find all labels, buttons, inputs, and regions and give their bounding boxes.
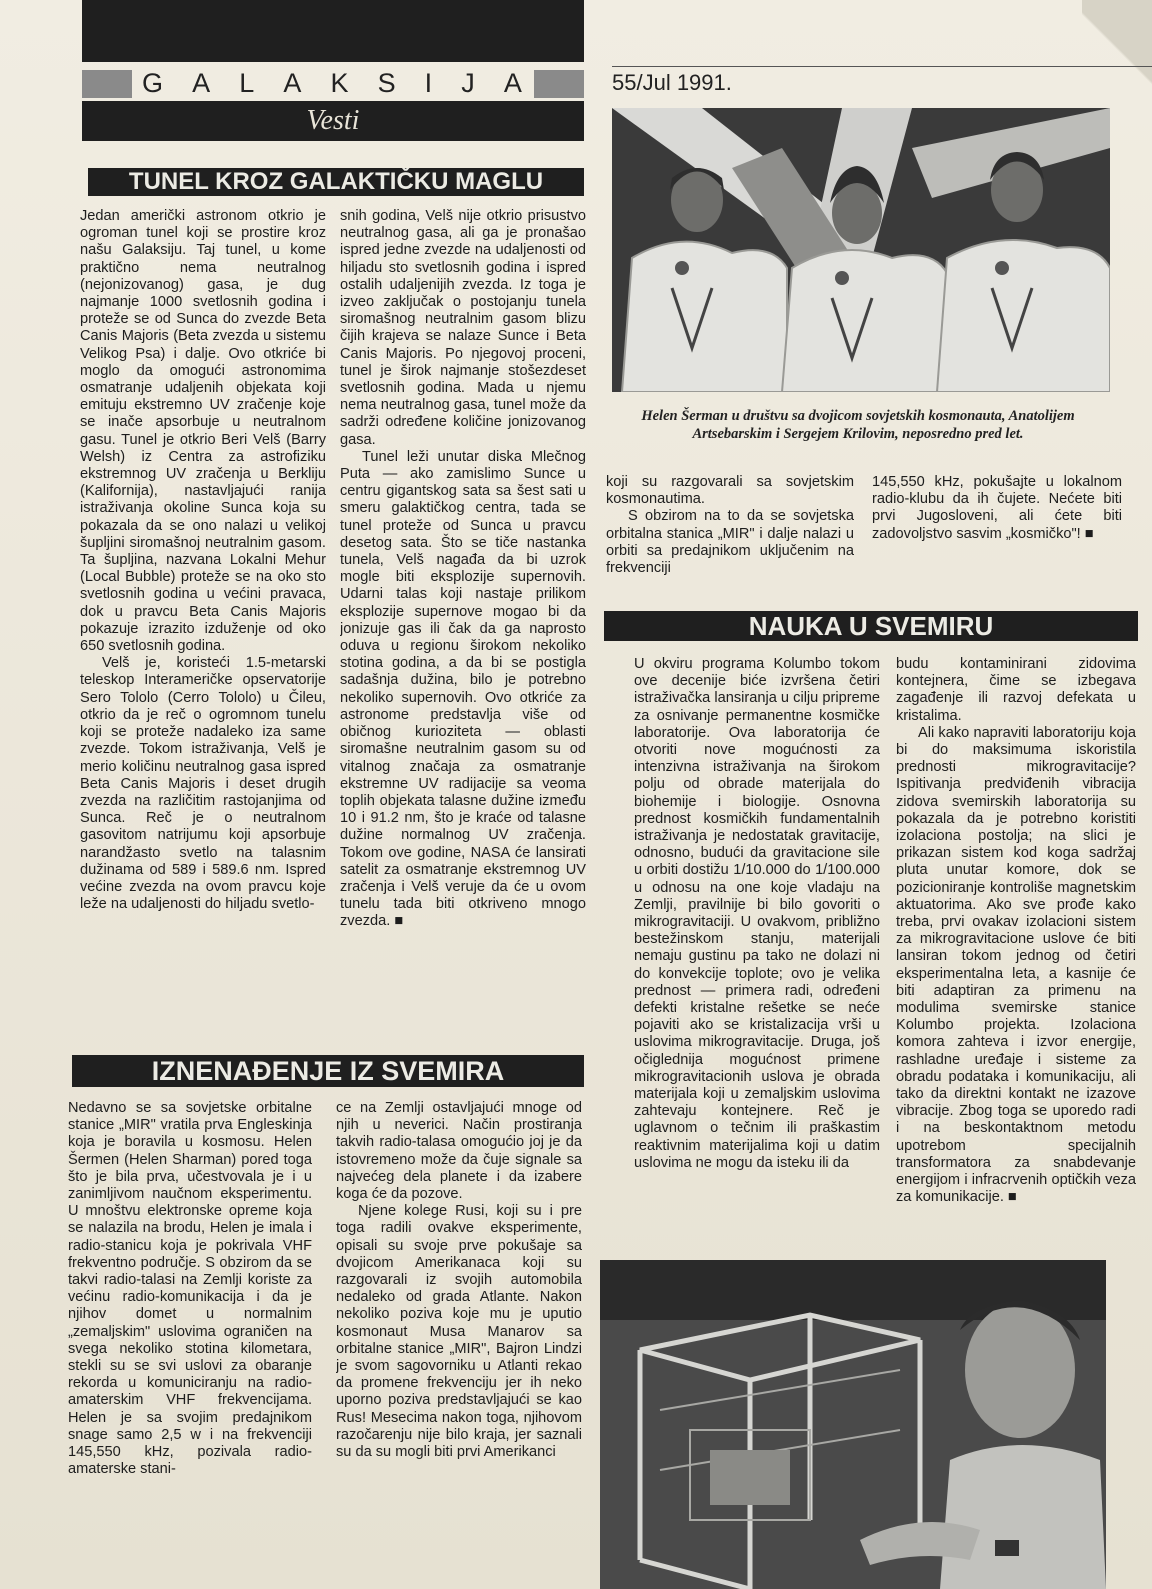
mast-letter: J — [461, 67, 477, 98]
paragraph: Njene kolege Rusi, koji su i pre toga radili ovakve eksperimente, opisali su svoje prve pokušaje sa dvojicom Amerikanaca koji su razgovarali iz svojih automobila nedaleko od grada Atlante. Nakon nekoliko poziva koje mu je uputio kosmonaut Musa Manarov sa orbitalne stanice „MIR", Bajron Lindzi je svom sagovorniku u Atlanti rekao da promene frekvenciju jer ih neko uporno poziva predstavljajući se kao Rus! Mesecima nakon toga, njihovom razočarenju nije bilo kraja, jer saznali su da su mogli biti prvi Amerikanci — [336, 1203, 582, 1461]
paragraph: koji su razgovarali sa sovjetskim kosmonautima. — [606, 474, 854, 508]
article3-column-2 — [896, 656, 1136, 1256]
article2-column-4 — [872, 474, 1122, 582]
masthead-title — [142, 66, 524, 100]
headline-science: NAUKA U SVEMIRU — [604, 611, 1138, 641]
mast-letter: L — [239, 67, 257, 98]
cosmonauts-photo-illustration — [612, 108, 1110, 392]
paragraph: Tunel leži unutar diska Mlečnog Puta — ako zamislimo Sunce u centru gigantskog sata sa šest sati u smeru galaktičkog centra, tada se tunel proteže od Sunca u pravcu desetog sata. Što se tiče nastanka tunela, Velš nagađa da bi uzrok mogle biti eksplozije supernovih. Udarni talas koji nastaje prilikom eksplozije supernove mogao bi da jonizuje gas ili čak da ga naprosto oduva u regionu širokom nekoliko stotina godina, a da bi se postigla sadašnja dužina, bilo je potrebno nekoliko supernovih. Ovo otkriće za astronome predstavlja više od običnog kuriozitetа — oblasti siromašne neutralnim gasom su od vitalnog značaja za osmatranje ekstremne UV radijacije sa veoma toplih objekata talasne dužine između 10 i 91.2 nm, što je kraće od talasne dužine normalnog UV zračenja. Tokom ove godine, NASA će lansirati satelit za osmatranje ekstremnog UV zračenja i Velš veruje da će u ovom tunelu tada biti otkriveno mnogo zvezda. ■ — [340, 448, 586, 930]
paragraph: budu kontaminirani zidovima kontejnera, čime se izbegava zagađenje ili razvoj defekata u kristalima. — [896, 656, 1136, 724]
header-rule — [612, 66, 1152, 67]
top-black-bar — [82, 0, 584, 62]
mast-letter: A — [283, 67, 304, 98]
paragraph: 145,550 kHz, pokušajte u lokalnom radio-klubu da ih čujete. Nećete biti prvi Jugosloveni, ali ćete biti zadovoljstvo sasvim „kosmičko"! ■ — [872, 474, 1122, 542]
mast-letter: I — [424, 67, 435, 98]
masthead-left-block — [82, 70, 132, 98]
page-corner-fold — [1082, 0, 1152, 100]
paragraph: Nedavno se sa sovjetske orbitalne stanice „MIR" vratila prva Engleskinja koja je boravila u kosmosu. Helen Šermen (Helen Sharman) pored toga što je bila prva, učestvovala je i u zanimljivom naučnom eksperimentu. U mnoštvu elektronske opreme koja se nalazila na brodu, Helen je imala i radio-stanicu koja je pokrivala VHF frekventno područje. S obzirom da se takvi radio-talasi na Zemlji koriste za većinu radio-komunikacija i da je njihov domet u normalnim „zemaljskim" uslovima ograničen na svega nekoliko stotina kilometara, stekli su se svi uslovi za obaranje rekorda u komuniciranju na radio-amaterskim VHF frekvencijama. Helen je sa svojim predajnikom snage samo 2,5 w i na frekvenciji 145,550 kHz, pozivala radio-amaterske stani- — [68, 1100, 312, 1478]
paragraph: Ali kako napraviti laboratoriju koja bi do maksimuma iskoristila prednosti mikrogravitacije? Ispitivanja predviđenih vibracija zidova svemirskih laboratorija su pokazala da je potrebno koristiti izolaciona postolja; na slici je prikazan sistem kod koga sadržaj pluta unutar komore, dok se pozicioniranje kontroliše magnetskim aktuatorima. Ako sve prođe kako treba, prvi ovakav izolacioni sistem za mikrogravitacione uslove će biti lansiran tokom jednog od četiri eksperimentalna leta, a kasnije će biti adaptiran za primenu na modulima svemirske stanice Kolumbo projekta. Izolaciona komora zahteva i izvor energije, rashladne uređaje i sisteme za obradu podataka i komunikaciju, ali tako da direktni kontakt ne izazove vibracije. Zbog toga se uporedo radi i na beskontaktnom metodu upotrebom specijalnih transformatora za snabdevanje energijom i infracrvenih optičkih veza za komunikacije. ■ — [896, 724, 1136, 1206]
article2-column-1 — [68, 1100, 312, 1582]
paragraph: U okviru programa Kolumbo tokom ove decenije biće izvršena četiri istraživačka lansiranja u cilju pripreme za osnivanje permanentne kosmičke laboratorije. Ova laboratorija će otvoriti nove mogućnosti za intenzivna istraživanja na širokom polju od obrade materijala do biohemije i biologije. Osnovna prednost kosmičkih fundamentalnih istraživanja je nedostatak gravitacije, odnosno, budući da gravitacione sile u orbiti dostižu 1/10.000 do 1/100.000 u odnosu na one koje vladaju na Zemlji, pravilnije bi bilo govoriti o mikrogravitaciji. U ovakvom, približno bestežinskom stanju, materijali nemaju gustinu pa tako ne dolazi ni do konvekcije toplote; ovo je velika prednost — primera radi, određeni defekti kristalne rešetke se neće pojaviti ako se kristalizacija vrši u uslovima mikrogravitacije. Druga, još očiglednija mogućnost primene mikrogravitacionih uslova je obrada materijala koji u zemaljskim uslovima zahtevaju kontejnere. Reč je uglavnom o tečnim ili praškastim reaktivnim materijalima koji u datim uslovima ne mogu da isteku ili da — [634, 656, 880, 1171]
article3-column-1 — [634, 656, 880, 1240]
issue-number: 55/Jul 1991. — [612, 70, 732, 95]
laboratory-photo-illustration — [600, 1260, 1106, 1589]
masthead-right-block — [534, 70, 584, 98]
article1-column-1 — [80, 208, 326, 1042]
article2-column-3 — [606, 474, 854, 582]
article2-column-2 — [336, 1100, 582, 1582]
photo-caption: Helen Šerman u društvu sa dvojicom sovjetskih kosmonauta, Anatolijem Artsebarskim i Sergejem Krilovim, neposredno pred let. — [641, 408, 1075, 442]
paragraph: Jedan američki astronom otkrio je ogroman tunel koji se prostire kroz našu Galaksiju. Taj tunel, u kome praktično nema neutralnog (nejonizovanog) gasa, je dug najmanje 1000 svetlosnih godina i proteže se od Sunca do zvezde Beta Canis Majoris (Beta zvezda u sistemu Velikog Psa) i dalje. Ovo otkriće bi moglo da omogući astronomima osmatranje udaljenih objekata koji emituju ekstremno UV zračenje koje se inače apsorbuje u neutralnom gasu. Tunel je otkrio Beri Velš (Barry Welsh) iz Centra za astrofiziku ekstremnog UV zračenja u Berkliju (Kalifornija), nastavljajući ranija istraživanja okoline Sunca koja su pokazala da se ono nalazi u velikoj šupljini siromašnoj neutralnim gasom. Ta šupljina, nazvana Lokalni Mehur (Local Bubble) proteže se na oko sto svetlosnih godina u većini pravaca, dok u pravcu Beta Canis Majoris pokazuje izrazito izduženje od oko 650 svetlosnih godina. — [80, 208, 326, 655]
headline-tunnel: TUNEL KROZ GALAKTIČKU MAGLU — [88, 168, 584, 196]
mast-letter: G — [142, 67, 166, 98]
paragraph: Velš je, koristeći 1.5-metarski teleskop Interameričke opservatorije Sero Tololo (Cerro Tololo) u Čileu, otkrio da je reč o ogromnom tunelu koji se proteže nadaleko iza same zvezde. Tokom istraživanja, Velš je merio količinu neutralnog gasa ispred Beta Canis Majoris i deset drugih zvezda na različitim rastojanjima od Sunca. Reč je o neutralnom gasovitom natrijumu koji apsorbuje narandžasto svetlo na talasnim dužinama od 589 i 589.6 nm. Ispred većine zvezda na ovom pravcu koje leže na udaljenosti do hiljadu svetlo- — [80, 655, 326, 913]
mast-letter: K — [330, 67, 351, 98]
section-title: Vesti — [82, 101, 584, 141]
article1-column-2 — [340, 208, 586, 1042]
mast-letter: A — [192, 67, 213, 98]
photo-laboratory — [600, 1260, 1106, 1589]
photo-cosmonauts — [612, 108, 1110, 392]
paragraph: S obzirom na to da se sovjetska orbitalna stanica „MIR" i dalje nalazi u orbiti sa predajnikom uključenim na frekvenciji — [606, 508, 854, 577]
paragraph: ce na Zemlji ostavljajući mnoge od njih u neverici. Način prostiranja takvih radio-talasa omogućio joj je da istovremeno može da čuje signale sa najvećeg dela planete i da izabere koga će da pozove. — [336, 1100, 582, 1203]
headline-surprise: IZNENAĐENJE IZ SVEMIRA — [72, 1055, 584, 1087]
mast-letter: S — [377, 67, 398, 98]
paragraph: snih godina, Velš nije otkrio prisustvo neutralnog gasa, ali ga je pronašao ispred jedne zvezde na udaljenosti od hiljadu sto svetlosnih godina i ispred ostalih udaljenijih zvezda. Iz toga je izveo zaključak o postojanju tunela siromašnog neutralnim gasom blizu čijih krajeva se nalaze Sunce i Beta Canis Majoris. Po njegovoj proceni, tunel je širok najmanje stošezdeset svetlosnih godina. Mada u njemu nema neutralnog gasa, tunel može da sadrži određene količine jonizovanog gasa. — [340, 208, 586, 448]
mast-letter: A — [503, 67, 524, 98]
masthead — [82, 66, 584, 100]
